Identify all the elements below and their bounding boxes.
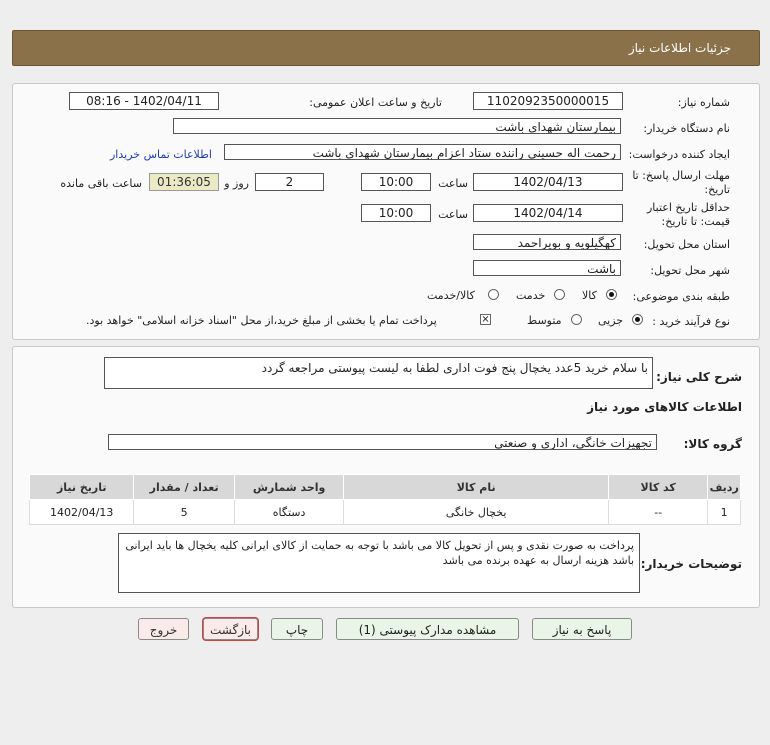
category-radio-goods[interactable] — [606, 289, 617, 300]
col-unit: واحد شمارش — [234, 475, 344, 500]
attachments-button[interactable]: مشاهده مدارک پیوستی (1) — [336, 618, 519, 640]
category-radio-service[interactable] — [554, 289, 565, 300]
creator-field[interactable]: رحمت اله حسینی راننده ستاد اعزام بیمارستان شهدای باشت — [224, 144, 621, 160]
buyer-org-field[interactable]: بیمارستان شهدای باشت — [173, 118, 621, 134]
purchase-type-label: نوع فرآیند خرید : — [652, 315, 730, 328]
deadline-time-field[interactable]: 10:00 — [361, 173, 431, 191]
category-option-goods: کالا — [582, 289, 597, 302]
purchase-radio-medium[interactable] — [571, 314, 582, 325]
purchase-radio-minor[interactable] — [632, 314, 643, 325]
need-number-field[interactable]: 1102092350000015 — [473, 92, 623, 110]
back-button[interactable]: بازگشت — [203, 618, 258, 640]
remaining-label: ساعت باقی مانده — [60, 177, 142, 190]
validity-label-line1: حداقل تاریخ اعتبار — [646, 201, 730, 214]
cell-code: -- — [608, 500, 707, 525]
col-qty: تعداد / مقدار — [134, 475, 234, 500]
category-radio-goods-service[interactable] — [488, 289, 499, 300]
deadline-time-label: ساعت — [438, 177, 468, 190]
reply-button[interactable]: پاسخ به نیاز — [532, 618, 632, 640]
col-row: ردیف — [708, 475, 741, 500]
cell-qty: 5 — [134, 500, 234, 525]
category-label: طبقه بندی موضوعی: — [632, 290, 730, 303]
print-button[interactable]: چاپ — [271, 618, 323, 640]
validity-time-label: ساعت — [438, 208, 468, 221]
cell-date: 1402/04/13 — [30, 500, 134, 525]
cell-row: 1 — [708, 500, 741, 525]
page-title: جزئیات اطلاعات نیاز — [628, 41, 731, 55]
validity-time-field[interactable]: 10:00 — [361, 204, 431, 222]
purchase-option-minor: جزیی — [598, 314, 624, 327]
city-field[interactable]: باشت — [473, 260, 621, 276]
city-label: شهر محل تحویل: — [650, 264, 730, 277]
buyer-contact-link[interactable]: اطلاعات تماس خریدار — [110, 148, 212, 161]
goods-table — [29, 474, 741, 525]
goods-info-title: اطلاعات کالاهای مورد نیاز — [587, 400, 742, 414]
validity-label-line2: قیمت: تا تاریخ: — [661, 215, 730, 228]
exit-button[interactable]: خروج — [138, 618, 189, 640]
announce-field[interactable]: 1402/04/11 - 08:16 — [69, 92, 219, 110]
remaining-time-field: 01:36:05 — [149, 173, 219, 191]
col-name: نام کالا — [344, 475, 609, 500]
goods-table-header — [30, 475, 741, 500]
days-field[interactable]: 2 — [255, 173, 324, 191]
buyer-org-label: نام دستگاه خریدار: — [643, 122, 730, 135]
deadline-date-field[interactable]: 1402/04/13 — [473, 173, 623, 191]
province-field[interactable]: کهگیلویه و بویراحمد — [473, 234, 621, 250]
cell-unit: دستگاه — [234, 500, 344, 525]
buyer-notes-field[interactable]: پرداخت به صورت نقدی و پس از تحویل کالا می باشد با توجه به حمایت از کالای ایرانی کلیه یخچال ها باید ایرانی باشد هزینه ارسال به عهده برنده می باشد — [118, 533, 640, 593]
category-option-goods-service: کالا/خدمت — [427, 289, 475, 302]
category-option-service: خدمت — [516, 289, 546, 302]
deadline-label-line2: تاریخ: — [704, 183, 730, 196]
purchase-option-medium: متوسط — [527, 314, 562, 327]
deadline-label-line1: مهلت ارسال پاسخ: تا — [632, 169, 730, 182]
treasury-note: پرداخت تمام یا بخشی از مبلغ خرید،از محل "اسناد خزانه اسلامی" خواهد بود. — [86, 314, 437, 327]
announce-label: تاریخ و ساعت اعلان عمومی: — [309, 96, 442, 109]
validity-date-field[interactable]: 1402/04/14 — [473, 204, 623, 222]
province-label: استان محل تحویل: — [643, 238, 730, 251]
page-header — [12, 30, 760, 66]
summary-field[interactable]: با سلام خرید 5عدد یخچال پنج فوت اداری لطفا به لیست پیوستی مراجعه گردد — [104, 357, 653, 389]
col-date: تاریخ نیاز — [30, 475, 134, 500]
summary-label: شرح کلی نیاز: — [656, 370, 742, 384]
creator-label: ایجاد کننده درخواست: — [628, 148, 730, 161]
need-number-label: شماره نیاز: — [677, 96, 730, 109]
goods-group-label: گروه کالا: — [683, 437, 742, 451]
col-code: کد کالا — [608, 475, 707, 500]
buyer-notes-label: توضیحات خریدار: — [640, 557, 742, 571]
goods-group-field[interactable]: تجهیزات خانگی، اداری و صنعتی — [108, 434, 657, 450]
treasury-checkbox[interactable]: ⨯ — [481, 314, 490, 325]
cell-name: یخچال خانگی — [344, 500, 609, 525]
table-row[interactable] — [30, 500, 741, 525]
days-label: روز و — [224, 177, 249, 190]
